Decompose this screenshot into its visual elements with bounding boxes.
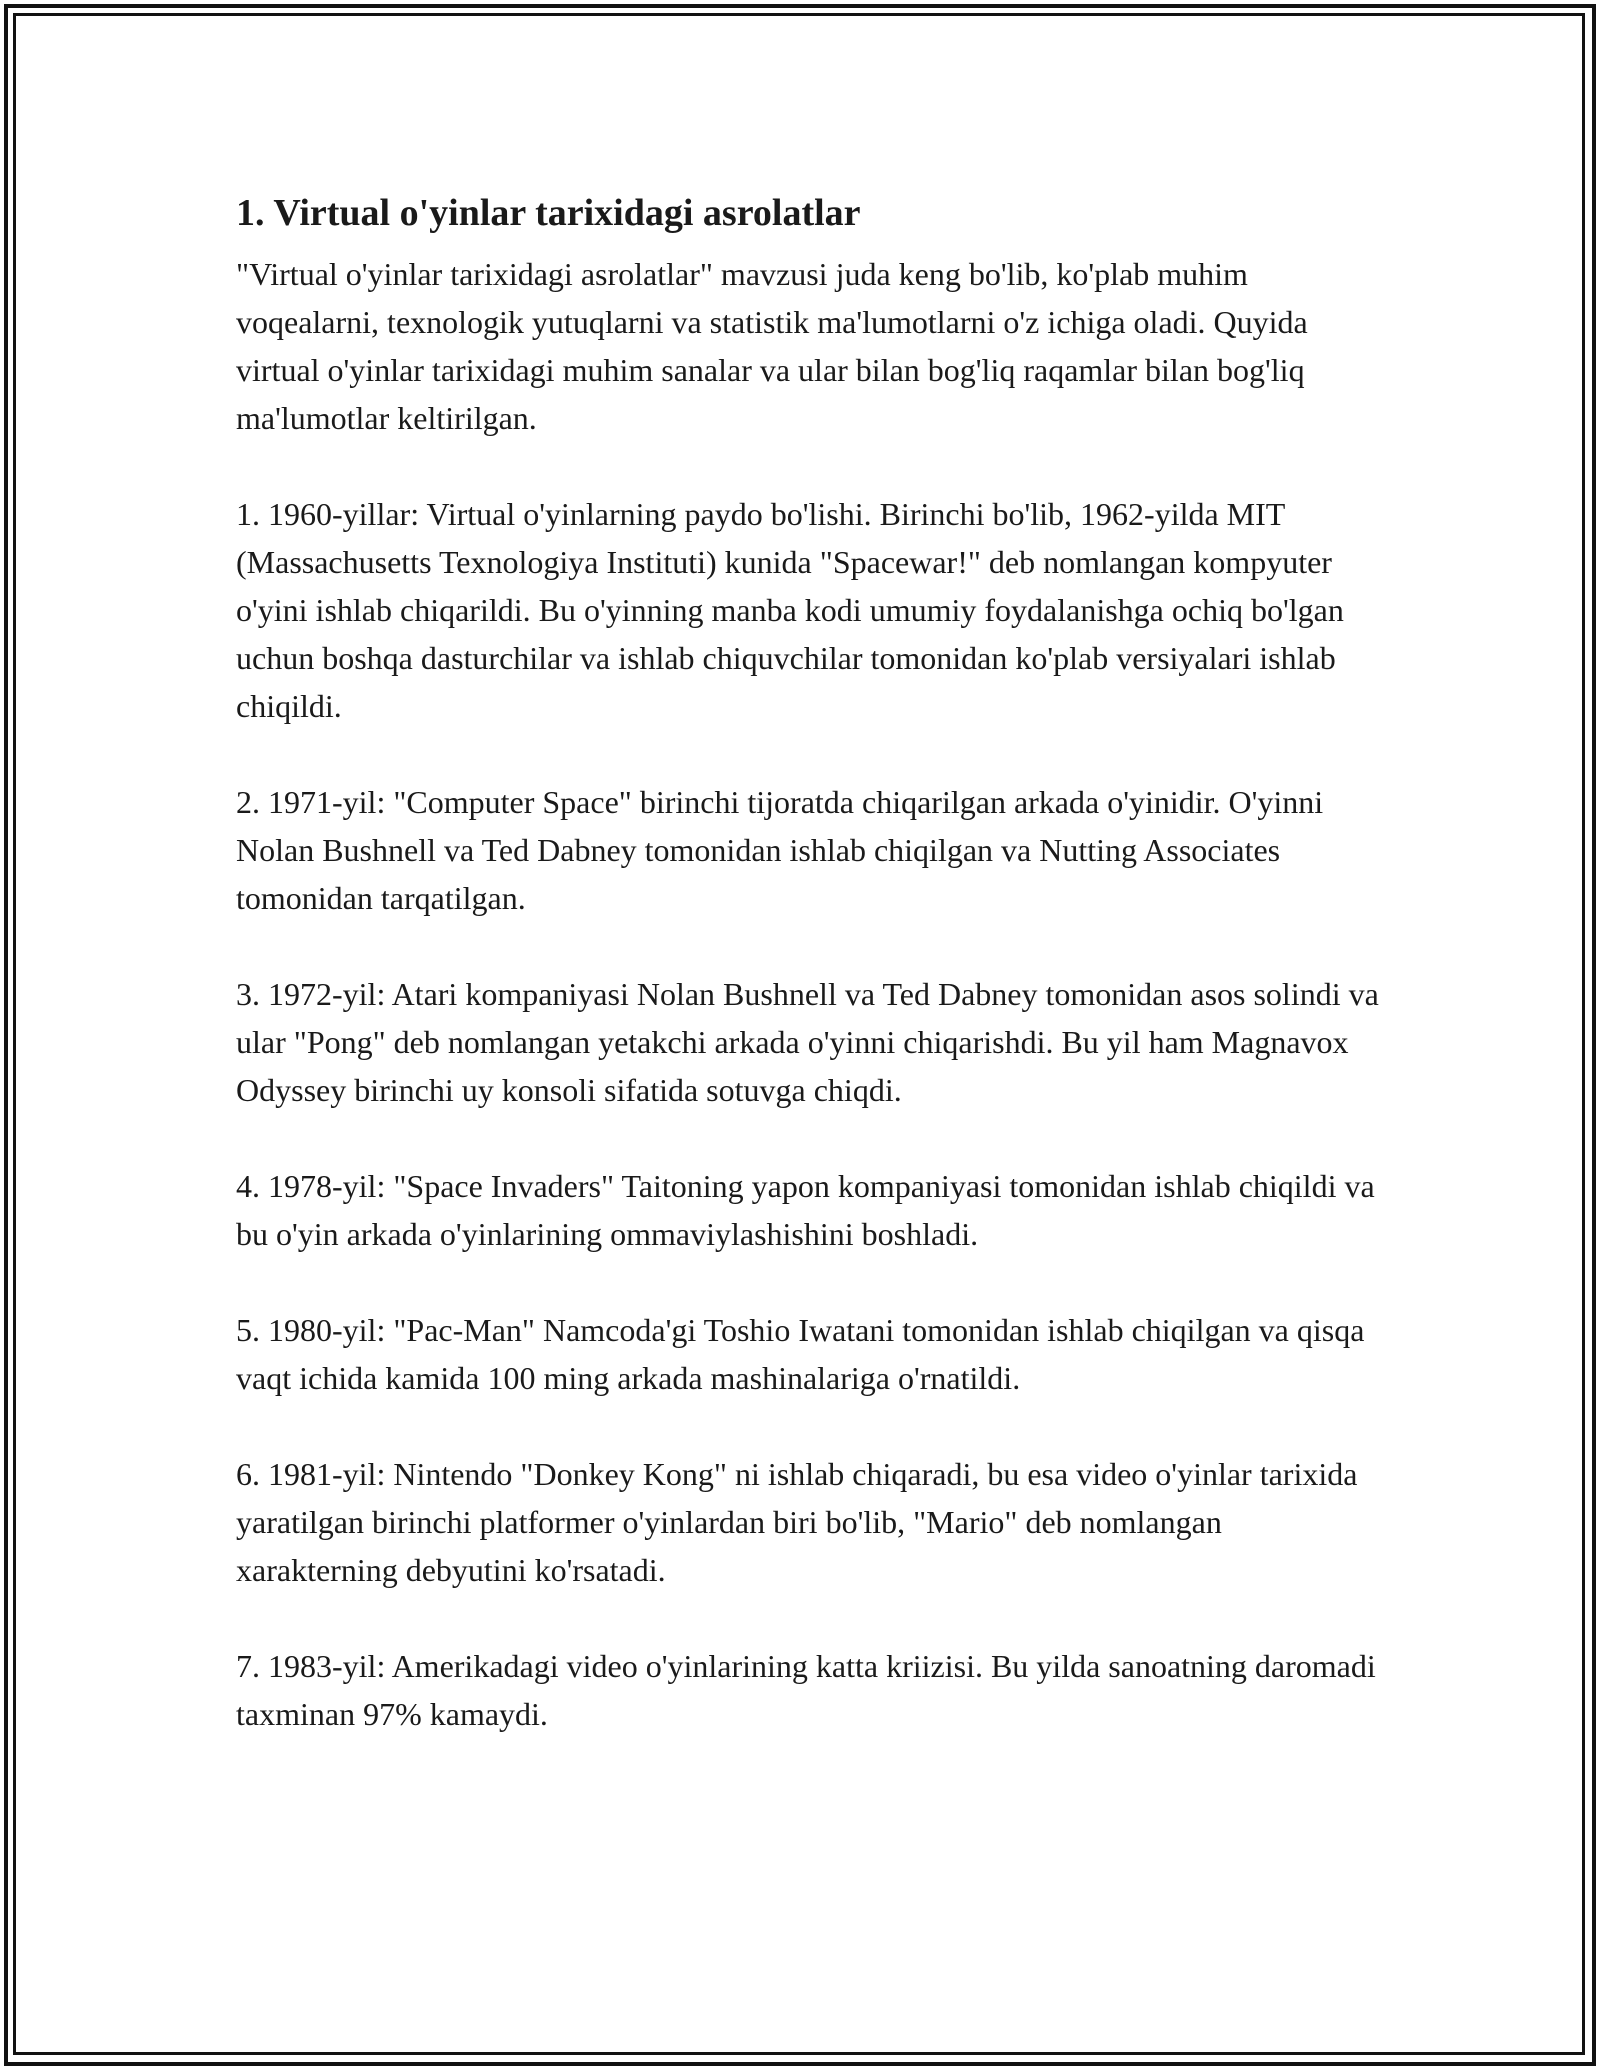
document-body (236, 186, 1386, 1738)
document-title: 1. Virtual o'yinlar tarixidagi asrolatlar (236, 192, 861, 234)
list-item-1980: 5. 1980-yil: "Pac-Man" Namcoda'gi Toshio Iwatani tomonidan ishlab chiqilgan va qisqa vaqt ichida kamida 100 ming arkada mashinalariga o'rnatildi. (236, 1312, 1365, 1396)
intro-paragraph: "Virtual o'yinlar tarixidagi asrolatlar" mavzusi juda keng bo'lib, ko'plab muhim voqealarni, texnologik yutuqlarni va statistik ma'lumotlarni o'z ichiga oladi. Quyida virtual o'yinlar tarixidagi muhim sanalar va ular bilan bog'liq raqamlar bilan bog'liq ma'lumotlar keltirilgan. (236, 256, 1308, 436)
list-item-1978: 4. 1978-yil: "Space Invaders" Taitoning yapon kompaniyasi tomonidan ishlab chiqildi va bu o'yin arkada o'yinlarining ommaviylashishini boshladi. (236, 1168, 1375, 1252)
list-item-1971: 2. 1971-yil: "Computer Space" birinchi tijoratda chiqarilgan arkada o'yinidir. O'yinni Nolan Bushnell va Ted Dabney tomonidan ishlab chiqilgan va Nutting Associates tomonidan tarqatilgan. (236, 784, 1324, 916)
list-item-1960: 1. 1960-yillar: Virtual o'yinlarning paydo bo'lishi. Birinchi bo'lib, 1962-yilda MIT (Massachusetts Texnologiya Instituti) kunida "Spacewar!" deb nomlangan kompyuter o'yini ishlab chiqarildi. Bu o'yinning manba kodi umumiy foydalanishga ochiq bo'lgan uchun boshqa dasturchilar va ishlab chiquvchilar tomonidan ko'plab versiyalari ishlab chiqildi. (236, 496, 1344, 724)
list-item-1983: 7. 1983-yil: Amerikadagi video o'yinlarining katta kriizisi. Bu yilda sanoatning daromadi taxminan 97% kamaydi. (236, 1648, 1376, 1732)
list-item-1981: 6. 1981-yil: Nintendo "Donkey Kong" ni ishlab chiqaradi, bu esa video o'yinlar tarixida yaratilgan birinchi platformer o'yinlardan biri bo'lib, "Mario" deb nomlangan xarakterning debyutini ko'rsatadi. (236, 1456, 1358, 1588)
list-item-1972: 3. 1972-yil: Atari kompaniyasi Nolan Bushnell va Ted Dabney tomonidan asos solindi va ular "Pong" deb nomlangan yetakchi arkada o'yinni chiqarishdi. Bu yil ham Magnavox Odyssey birinchi uy konsoli sifatida sotuvga chiqdi. (236, 976, 1379, 1108)
